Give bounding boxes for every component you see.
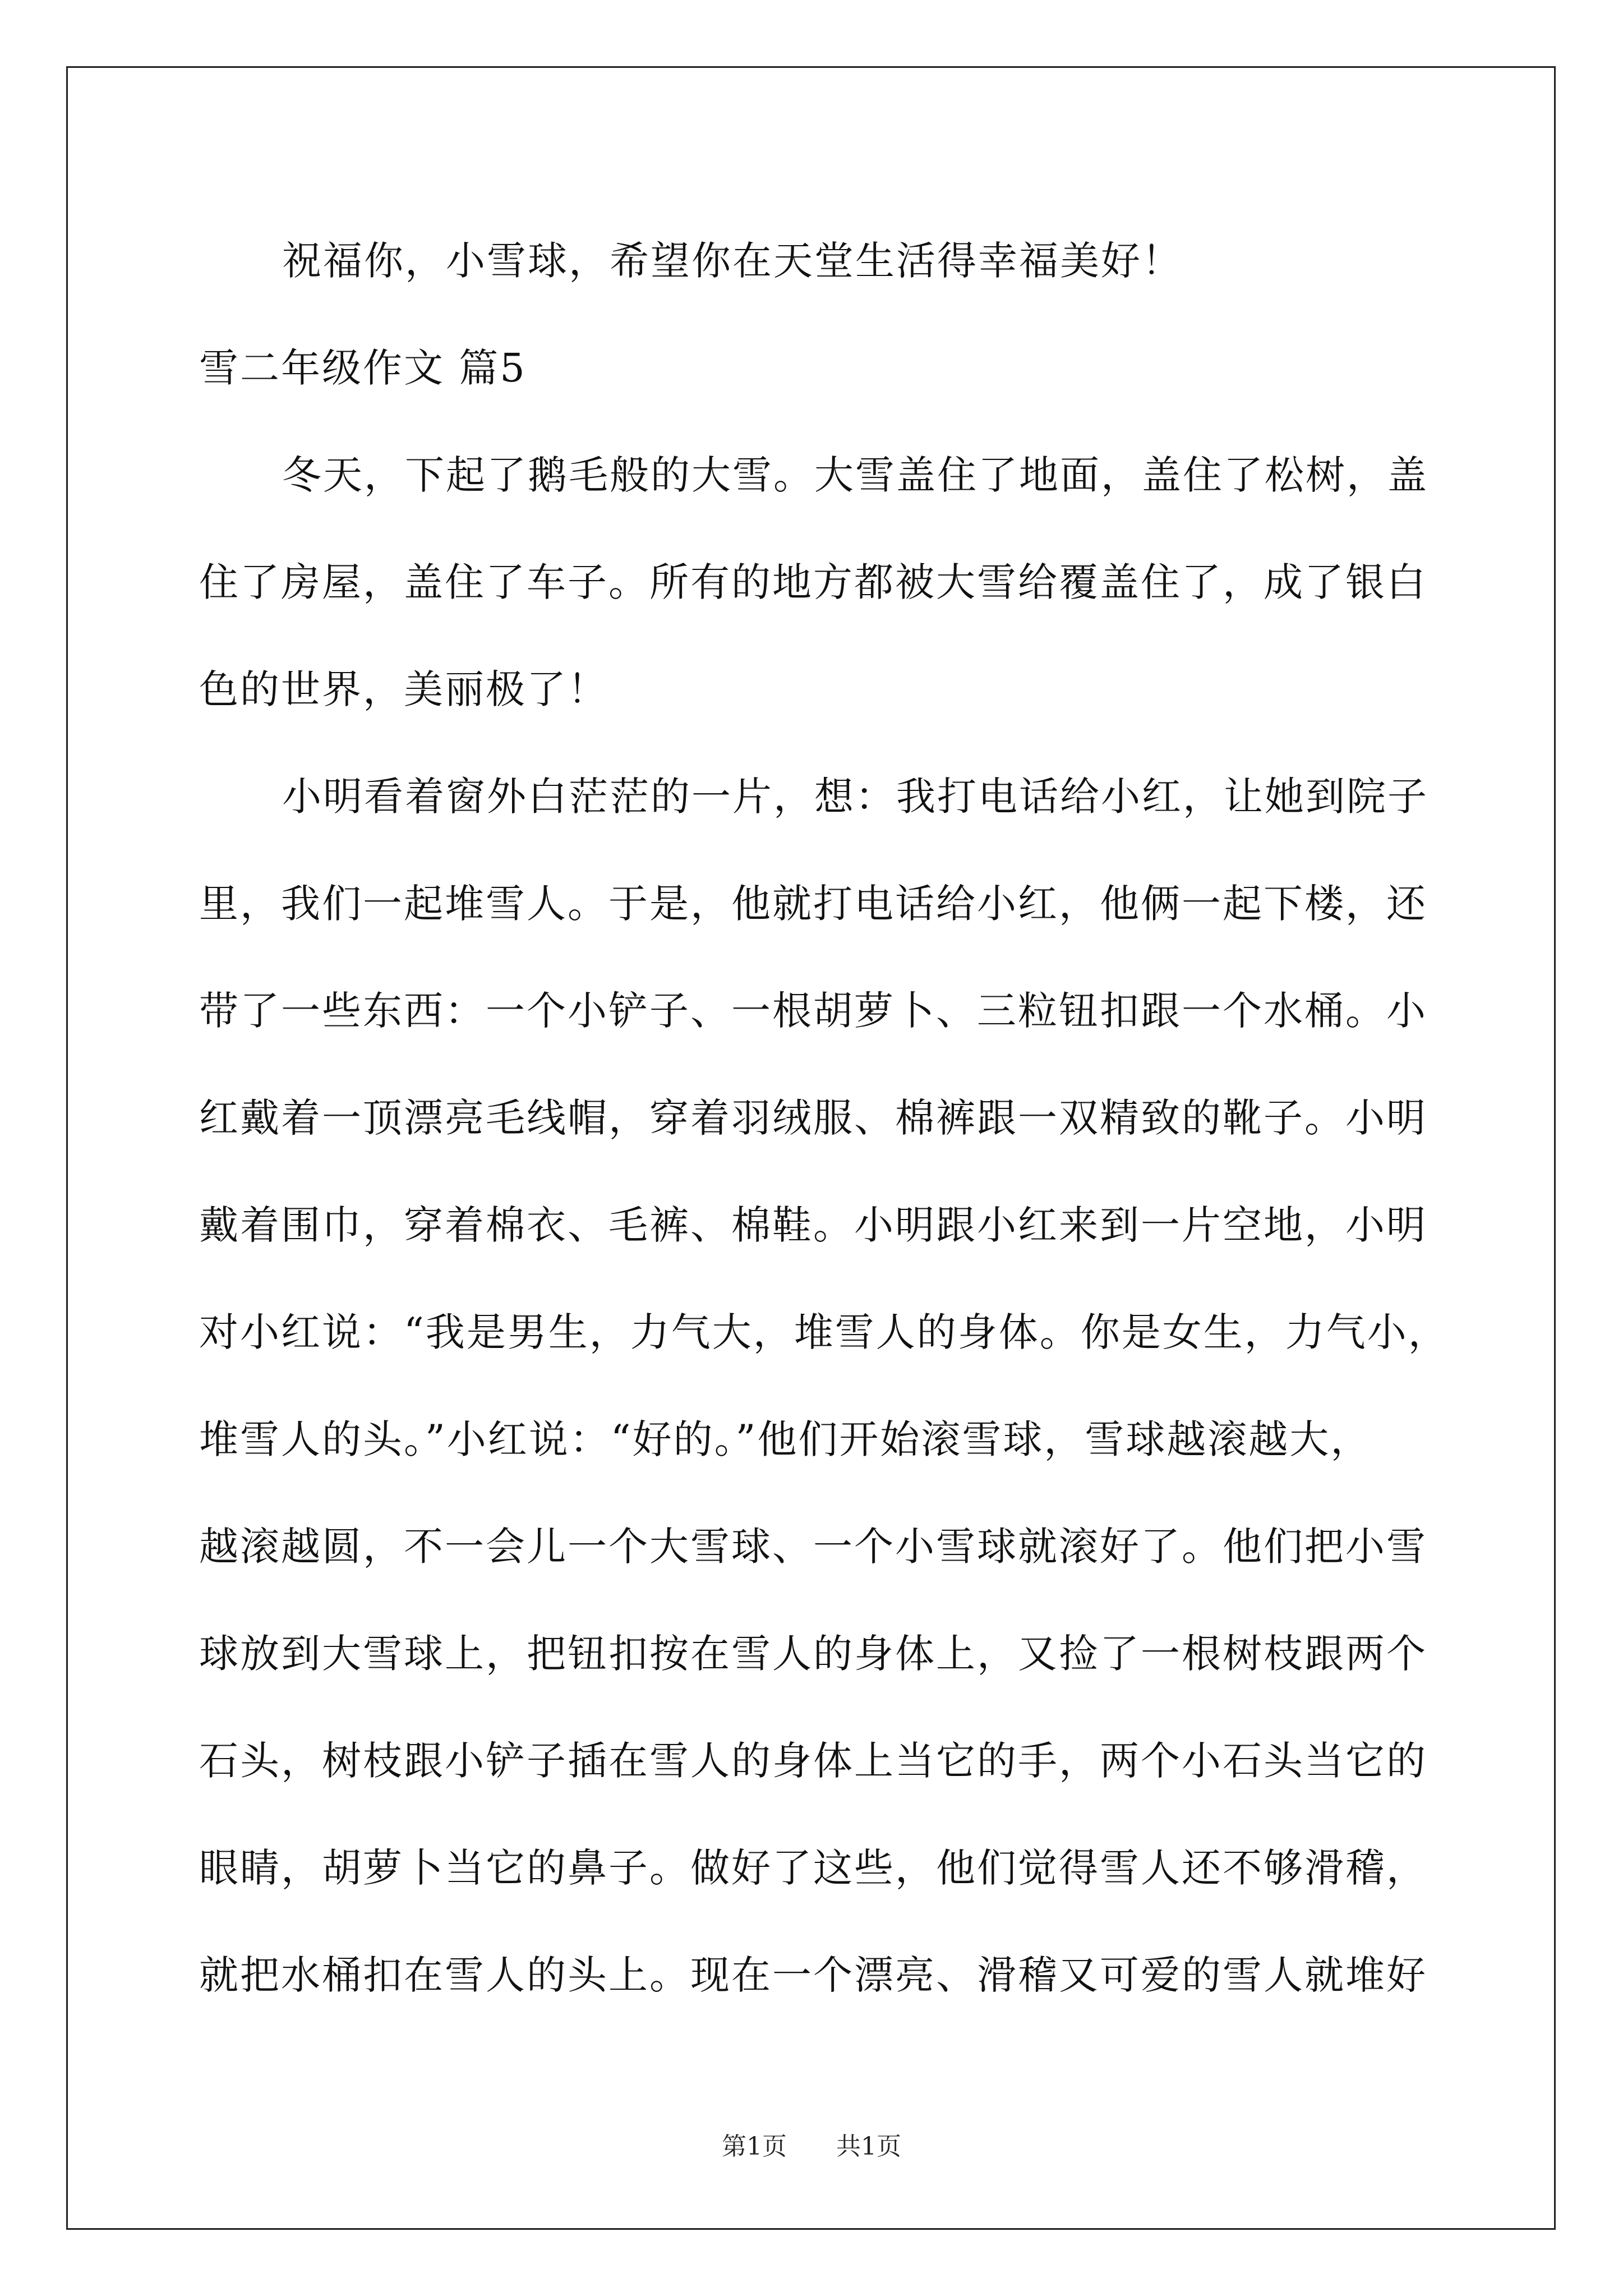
paragraph-line: 住了房屋，盖住了车子。所有的地方都被大雪给覆盖住了，成了银白 <box>199 559 1427 605</box>
paragraph-line: 色的世界，美丽极了！ <box>199 666 608 712</box>
paragraph-line: 戴着围巾，穿着棉衣、毛裤、棉鞋。小明跟小红来到一片空地，小明 <box>199 1202 1427 1248</box>
paragraph-line: 石头，树枝跟小铲子插在雪人的身体上当它的手，两个小石头当它的 <box>199 1738 1427 1784</box>
page-total: 共1页 <box>836 2132 901 2161</box>
paragraph-line: 对小红说：“我是男生，力气大，堆雪人的身体。你是女生，力气小， <box>199 1309 1449 1355</box>
paragraph-line: 就把水桶扣在雪人的头上。现在一个漂亮、滑稽又可爱的雪人就堆好 <box>199 1952 1427 1998</box>
page-number: 第1页 <box>722 2132 787 2161</box>
paragraph-line: 祝福你，小雪球，希望你在天堂生活得幸福美好！ <box>282 238 1183 284</box>
paragraph-line: 里，我们一起堆雪人。于是，他就打电话给小红，他俩一起下楼，还 <box>199 881 1427 927</box>
paragraph-line: 冬天，下起了鹅毛般的大雪。大雪盖住了地面，盖住了松树，盖 <box>282 452 1428 498</box>
paragraph-line: 小明看着窗外白茫茫的一片，想：我打电话给小红，让她到院子 <box>282 774 1428 820</box>
paragraph-line: 堆雪人的头。”小红说：“好的。”他们开始滚雪球，雪球越滚越大， <box>199 1416 1372 1462</box>
paragraph-line: 眼睛，胡萝卜当它的鼻子。做好了这些，他们觉得雪人还不够滑稽， <box>199 1845 1427 1891</box>
page-footer <box>0 2126 1623 2162</box>
paragraph-line: 越滚越圆，不一会儿一个大雪球、一个小雪球就滚好了。他们把小雪 <box>199 1524 1427 1570</box>
section-heading: 雪二年级作文 篇5 <box>199 345 527 391</box>
paragraph-line: 带了一些东西：一个小铲子、一根胡萝卜、三粒钮扣跟一个水桶。小 <box>199 988 1427 1034</box>
paragraph-line: 球放到大雪球上，把钮扣按在雪人的身体上，又捡了一根树枝跟两个 <box>199 1631 1427 1677</box>
paragraph-line: 红戴着一顶漂亮毛线帽，穿着羽绒服、棉裤跟一双精致的靴子。小明 <box>199 1095 1427 1141</box>
document-body <box>199 208 1455 2029</box>
